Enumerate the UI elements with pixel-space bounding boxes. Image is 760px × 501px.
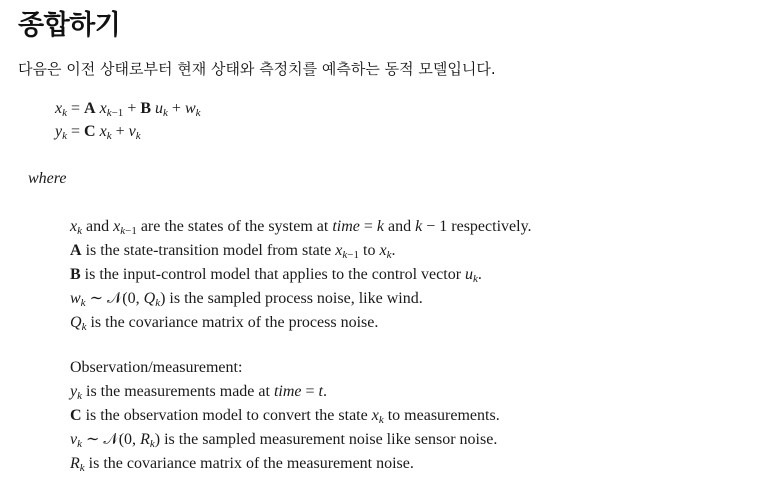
b-symbol: B xyxy=(70,266,81,283)
where-label: where xyxy=(28,170,67,187)
observation-heading: Observation/measurement: xyxy=(70,359,243,376)
state-equation: $x_k = A$ $x_{k-1} + B$ $u_k + w_k$ xyxy=(55,100,201,119)
y-text: is the measurements made at xyxy=(86,383,270,400)
c-definition: C is the observation model to convert the state $x_k$ to measurements. xyxy=(70,407,500,426)
v-definition: $v_k$ ∼ 𝒩(0, $R_k$) is the sampled measurement noise like sensor noise. xyxy=(70,431,498,450)
model-definitions xyxy=(70,215,532,335)
observation-definitions xyxy=(70,356,500,476)
w-definition: $w_k$ ∼ 𝒩(0, $Q_k$) is the sampled process noise, like wind. xyxy=(70,290,423,309)
page-title: 종합하기 xyxy=(18,10,121,41)
y-definition: $y_k$ is the measurements made at time = t. xyxy=(70,383,327,402)
r-definition: $R_k$ is the covariance matrix of the measurement noise. xyxy=(70,455,414,474)
a-text-1: is the state-transition model from state xyxy=(85,242,332,259)
b-definition: B is the input-control model that applies to the control vector $u_k$. xyxy=(70,266,482,285)
states-text-1: and xyxy=(86,218,110,235)
q-text: is the covariance matrix of the process noise. xyxy=(90,314,379,331)
a-definition: A is the state-transition model from state $x_{k-1}$ to $x_k$. xyxy=(70,242,396,261)
c-symbol: C xyxy=(70,407,82,424)
a-symbol: A xyxy=(70,242,82,259)
states-text-2: are the states of the system at xyxy=(140,218,329,235)
intro-text: 다음은 이전 상태로부터 현재 상태와 측정치를 예측하는 동적 모델입니다. xyxy=(18,60,496,78)
q-definition: $Q_k$ is the covariance matrix of the process noise. xyxy=(70,314,379,333)
a-text-2: to xyxy=(363,242,376,259)
w-text: is the sampled process noise, like wind. xyxy=(169,290,423,307)
states-text-4: respectively. xyxy=(451,218,532,235)
c-text-2: to measurements. xyxy=(387,407,500,424)
states-text-3: and xyxy=(388,218,412,235)
r-text: is the covariance matrix of the measurement noise. xyxy=(88,455,414,472)
v-text: is the sampled measurement noise like sensor noise. xyxy=(164,431,498,448)
states-definition: $x_k$ and $x_{k-1}$ are the states of the system at time = k and k − 1 respectively. xyxy=(70,218,532,237)
measurement-equation: $y_k = C$ $x_k + v_k$ xyxy=(55,123,141,142)
b-text: is the input-control model that applies to the control vector xyxy=(84,266,462,283)
c-text-1: is the observation model to convert the state xyxy=(85,407,368,424)
